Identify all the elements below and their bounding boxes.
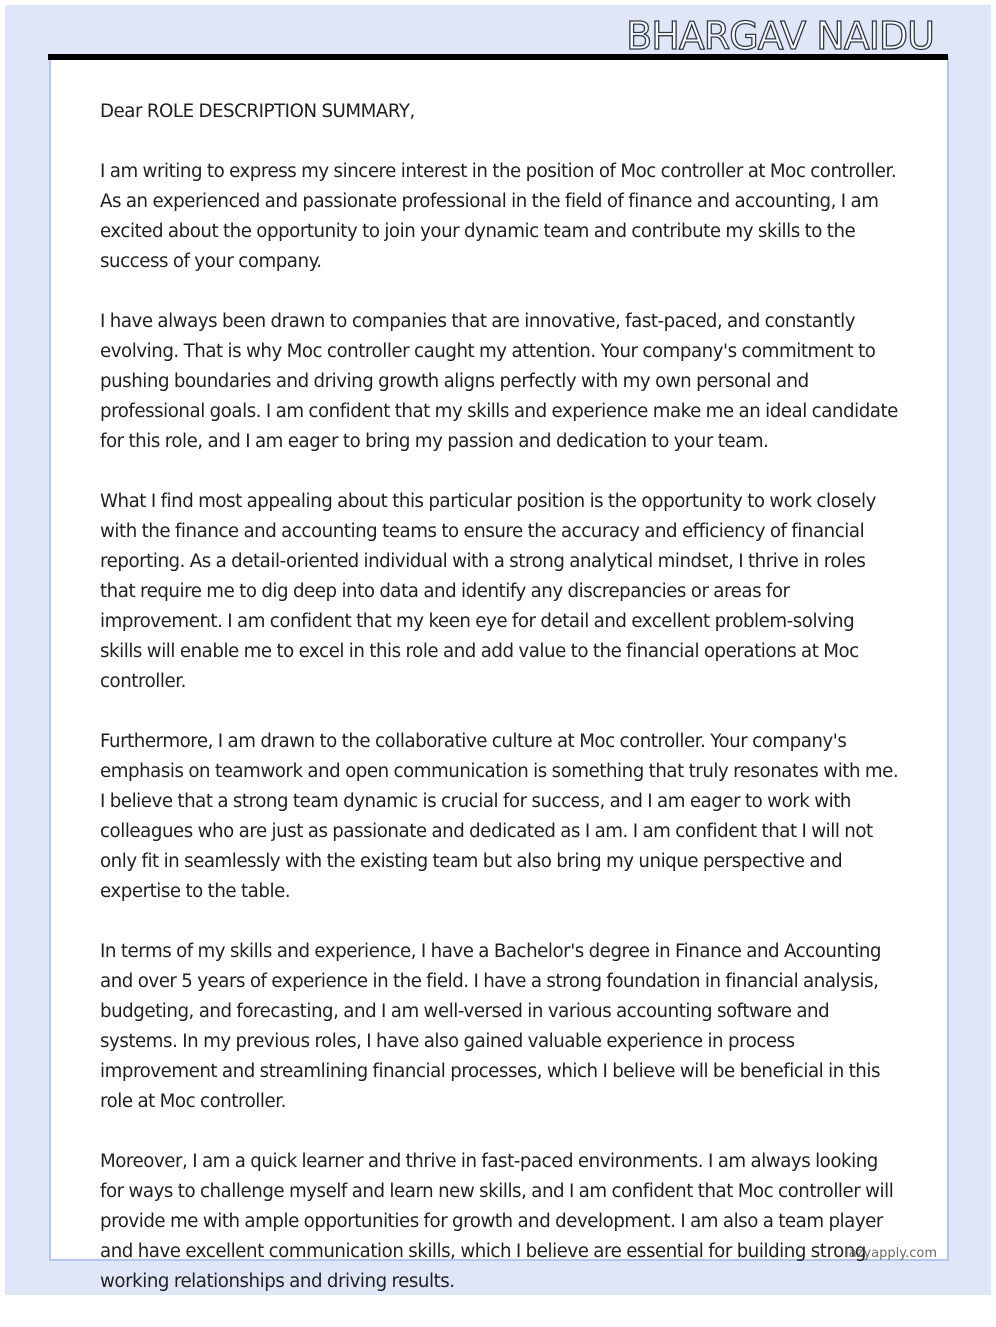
letter-body (100, 97, 900, 1327)
paragraph-6: Moreover, I am a quick learner and thrive in fast-paced environments. I am always looking for ways to challenge myself and learn new skills, and I am confident that Moc controller will provide me with ample opportunities for growth and development. I am also a team player and have excellent communication skills, which I believe are essential for building strong working relationships and driving results. (100, 1151, 894, 1292)
watermark: lazyapply.com (845, 1246, 937, 1261)
applicant-name: BHARGAV NAIDU (626, 14, 934, 58)
paragraph-5: In terms of my skills and experience, I have a Bachelor's degree in Finance and Accounting and over 5 years of experience in the field. I have a strong foundation in financial analysis, budgeting, and forecasting, and I am well-versed in various accounting software and systems. In my previous roles, I have also gained valuable experience in process improvement and streamlining financial processes, which I believe will be beneficial in this role at Moc controller. (100, 941, 882, 1112)
paragraph-4: Furthermore, I am drawn to the collaborative culture at Moc controller. Your company's emphasis on teamwork and open communication is something that truly resonates with me. I believe that a strong team dynamic is crucial for success, and I am eager to work with colleagues who are just as passionate and dedicated as I am. I am confident that I will not only fit in seamlessly with the existing team but also bring my unique perspective and expertise to the table. (100, 731, 899, 902)
paragraph-3: What I find most appealing about this particular position is the opportunity to work closely with the finance and accounting teams to ensure the accuracy and efficiency of financial reporting. As a detail-oriented individual with a strong analytical mindset, I thrive in roles that require me to dig deep into data and identify any discrepancies or areas for improvement. I am confident that my keen eye for detail and excellent problem-solving skills will enable me to excel in this role and add value to the financial operations at Moc controller. (100, 491, 876, 692)
salutation: Dear ROLE DESCRIPTION SUMMARY, (100, 101, 415, 122)
paragraph-2: I have always been drawn to companies that are innovative, fast-paced, and constantly evolving. That is why Moc controller caught my attention. Your company's commitment to pushing boundaries and driving growth aligns perfectly with my own personal and professional goals. I am confident that my skills and experience make me an ideal candidate for this role, and I am eager to bring my passion and dedication to your team. (100, 311, 898, 452)
paragraph-1: I am writing to express my sincere interest in the position of Moc controller at Moc controller. As an experienced and passionate professional in the field of finance and accounting, I am excited about the opportunity to join your dynamic team and contribute my skills to the success of your company. (100, 161, 897, 272)
